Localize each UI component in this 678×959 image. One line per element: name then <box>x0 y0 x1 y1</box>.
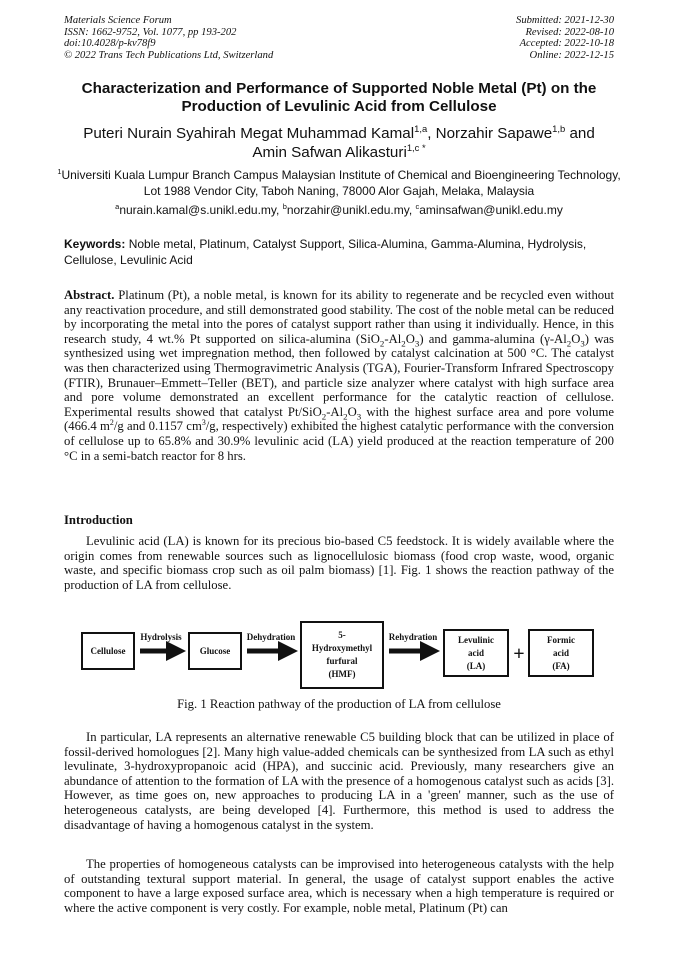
emails <box>50 203 628 217</box>
subscript: 3 <box>580 338 585 349</box>
paragraph: Levulinic acid (LA) is known for its precious bio-based C5 feedstock. It is widely available where the origin comes from renewable sources such as lignocellulosic biomass (food crop waste, wood, organic waste, and specific biomass crop such as oil palm biomass) [1]. Fig. 1 shows the reaction pathway of the production of LA from cellulose. <box>64 534 614 592</box>
author-list: Puteri Nurain Syahirah Megat Muhammad Kamal$^{1,a}$, Norzahir Sapawe$^{1,b}$ and Amin Safwan Alikasturi$^{1,c *}$ <box>83 122 595 161</box>
abstract-text: /g, respectively) exhibited the highest catalytic performance with the conversion of cellulose up to 65.8% and 30.9% levulinic acid (LA) yield produced at the reaction temperature of 200 °C in a semi-batch reactor for 8 hrs. <box>64 419 614 463</box>
affiliation-text: Universiti Kuala Lumpur Branch Campus Malaysian Institute of Chemical and Bioengineering Technology, Lot 1988 Vendor City, Taboh Naning, 78000 Alor Gajah, Melaka, Malaysia <box>61 168 621 198</box>
superscript: 2 <box>109 418 114 428</box>
subscript: 2 <box>566 338 572 349</box>
keywords-label: Keywords: <box>64 237 126 251</box>
subscript: 2 <box>379 338 385 349</box>
conjunction: and <box>569 125 595 142</box>
revised-date: Revised: 2022-08-10 <box>525 26 614 38</box>
author: Puteri Nurain Syahirah Megat Muhammad Kamal <box>83 125 415 142</box>
subscript: 2 <box>401 338 406 349</box>
edge-label: Dehydration <box>246 632 296 642</box>
abstract <box>64 288 614 463</box>
abstract-text: ) and gamma-alumina (γ-Al <box>419 331 567 346</box>
paragraph: The properties of homogeneous catalysts can be improvised into heterogeneous catalysts with the help of outstanding textural support material. In general, the usage of catalyst support enables the active component to have a large exposed surface area, which is necessary when a high temperature is required or where the active component is very costly. For example, noble metal, Platinum (Pt) can <box>64 857 614 915</box>
author: Norzahir Sapawe <box>435 125 553 142</box>
author-affil-sup: 1,a <box>414 122 428 134</box>
paragraph: In particular, LA represents an alternative renewable C5 building block that can be utilized in place of fossil-derived homologues [2]. Many high value-added chemicals can be synthesized from LA such as ethyl levulinate, 3-hydroxypropanoic acid (HPA), and succinic acid. Previously, many researchers give an abundance of attention to the formation of LA with the presence of a homogenous catalyst such as acids [3]. However, as time goes on, new approaches to producing LA in a 'green' manner, such as the use of heterogeneous catalysts, are being developed [4]. Furthermore, this method is used to address the disadvantage of having a homogenous catalyst in the system. <box>64 730 614 832</box>
accepted-date: Accepted: 2022-10-18 <box>519 38 614 50</box>
node-label: acid <box>552 648 570 658</box>
node-label: acid <box>467 648 485 658</box>
abstract-text: -Al <box>326 404 344 419</box>
superscript: 3 <box>201 418 206 428</box>
dates-info <box>516 15 614 61</box>
node-label: 5- <box>338 630 346 640</box>
author: Amin Safwan Alikasturi <box>252 144 407 161</box>
node-label: (HMF) <box>328 669 356 679</box>
reaction-pathway-figure <box>64 618 614 694</box>
subscript: 3 <box>356 411 362 422</box>
node-label: furfural <box>326 656 358 666</box>
email-link[interactable]: aminsafwan@unikl.edu.my <box>419 203 563 217</box>
email-sup: a <box>115 202 120 211</box>
section-heading-introduction: Introduction <box>64 513 133 527</box>
email-sup: c <box>415 202 420 211</box>
edge-label: Hydrolysis <box>140 632 182 642</box>
node-label: Glucose <box>199 646 231 656</box>
node-label: (FA) <box>552 661 570 671</box>
copyright: © 2022 Trans Tech Publications Ltd, Switzerland <box>64 49 274 61</box>
node-label: Formic <box>547 635 575 645</box>
edge-label: Rehydration <box>388 632 438 642</box>
abstract-text: O <box>571 331 581 346</box>
subscript: 2 <box>343 411 348 422</box>
abstract-text: Platinum (Pt), a noble metal, is known for its ability to regenerate and be recycled even without any reactivation procedure, and still demonstrated good stability. The cost of the noble metal can be reduced by incorporating the metal into the pores of catalyst support rather than using it individually. Hence, in this research study, 4 wt.% Pt supported on silica-alumina (SiO <box>64 288 614 346</box>
journal-name: Materials Science Forum <box>64 15 172 26</box>
subscript: 2 <box>321 411 327 422</box>
issn: ISSN: 1662-9752, Vol. 1077, pp 193-202 <box>64 26 237 38</box>
abstract-text: O <box>347 404 357 419</box>
affiliation <box>50 167 628 199</box>
online-date: Online: 2022-12-15 <box>529 49 614 61</box>
keywords <box>64 236 614 268</box>
node-label: Levulinic <box>457 635 495 645</box>
abstract-text: -Al <box>384 331 402 346</box>
email-link[interactable]: nurain.kamal@s.unikl.edu.my, <box>119 203 280 217</box>
email-link[interactable]: norzahir@unikl.edu.my, <box>286 203 413 217</box>
abstract-text: /g and 0.1157 cm <box>113 419 202 434</box>
doi: doi:10.4028/p-kv78f9 <box>64 38 156 50</box>
node-label: (LA) <box>466 661 486 671</box>
author-affil-sup: 1,c * <box>406 141 426 153</box>
keywords-text: Noble metal, Platinum, Catalyst Support, Silica-Alumina, Gamma-Alumina, Hydrolysis, Cellulose, Levulinic Acid <box>64 237 587 267</box>
abstract-text: ) was synthesized using wet impregnation method, then followed by catalyst calcination at 500 °C. The catalyst was then characterized using Thermogravimetric Analysis (TGA), Fourier-Transform Infrared Spectroscopy (FTIR), Brunauer–Emmett–Teller (BET), and particle size analyzer where catalyst with high surface area and pore volume demonstrated an excellent performance for the catalytic reaction of cellulose. Experimental results showed that catalyst Pt/SiO <box>64 331 614 419</box>
submitted-date: Submitted: 2021-12-30 <box>516 15 614 26</box>
abstract-label: Abstract. <box>64 288 115 302</box>
plus-sign: + <box>513 643 525 665</box>
subscript: 3 <box>414 338 420 349</box>
abstract-text: with the highest surface area and pore volume (466.4 m <box>64 404 614 434</box>
email-sup: b <box>282 202 287 211</box>
node-label: Cellulose <box>90 646 126 656</box>
author-affil-sup: 1,b <box>552 122 566 134</box>
figure-caption: Fig. 1 Reaction pathway of the production of LA from cellulose <box>177 697 501 711</box>
abstract-text: O <box>405 331 415 346</box>
journal-info <box>64 15 273 61</box>
paper-title: Characterization and Performance of Supported Noble Metal (Pt) on the Production of Levulinic Acid from Cellulose <box>81 80 597 115</box>
affil-sup: 1 <box>57 167 62 176</box>
node-label: Hydroxymethyl <box>311 643 373 653</box>
